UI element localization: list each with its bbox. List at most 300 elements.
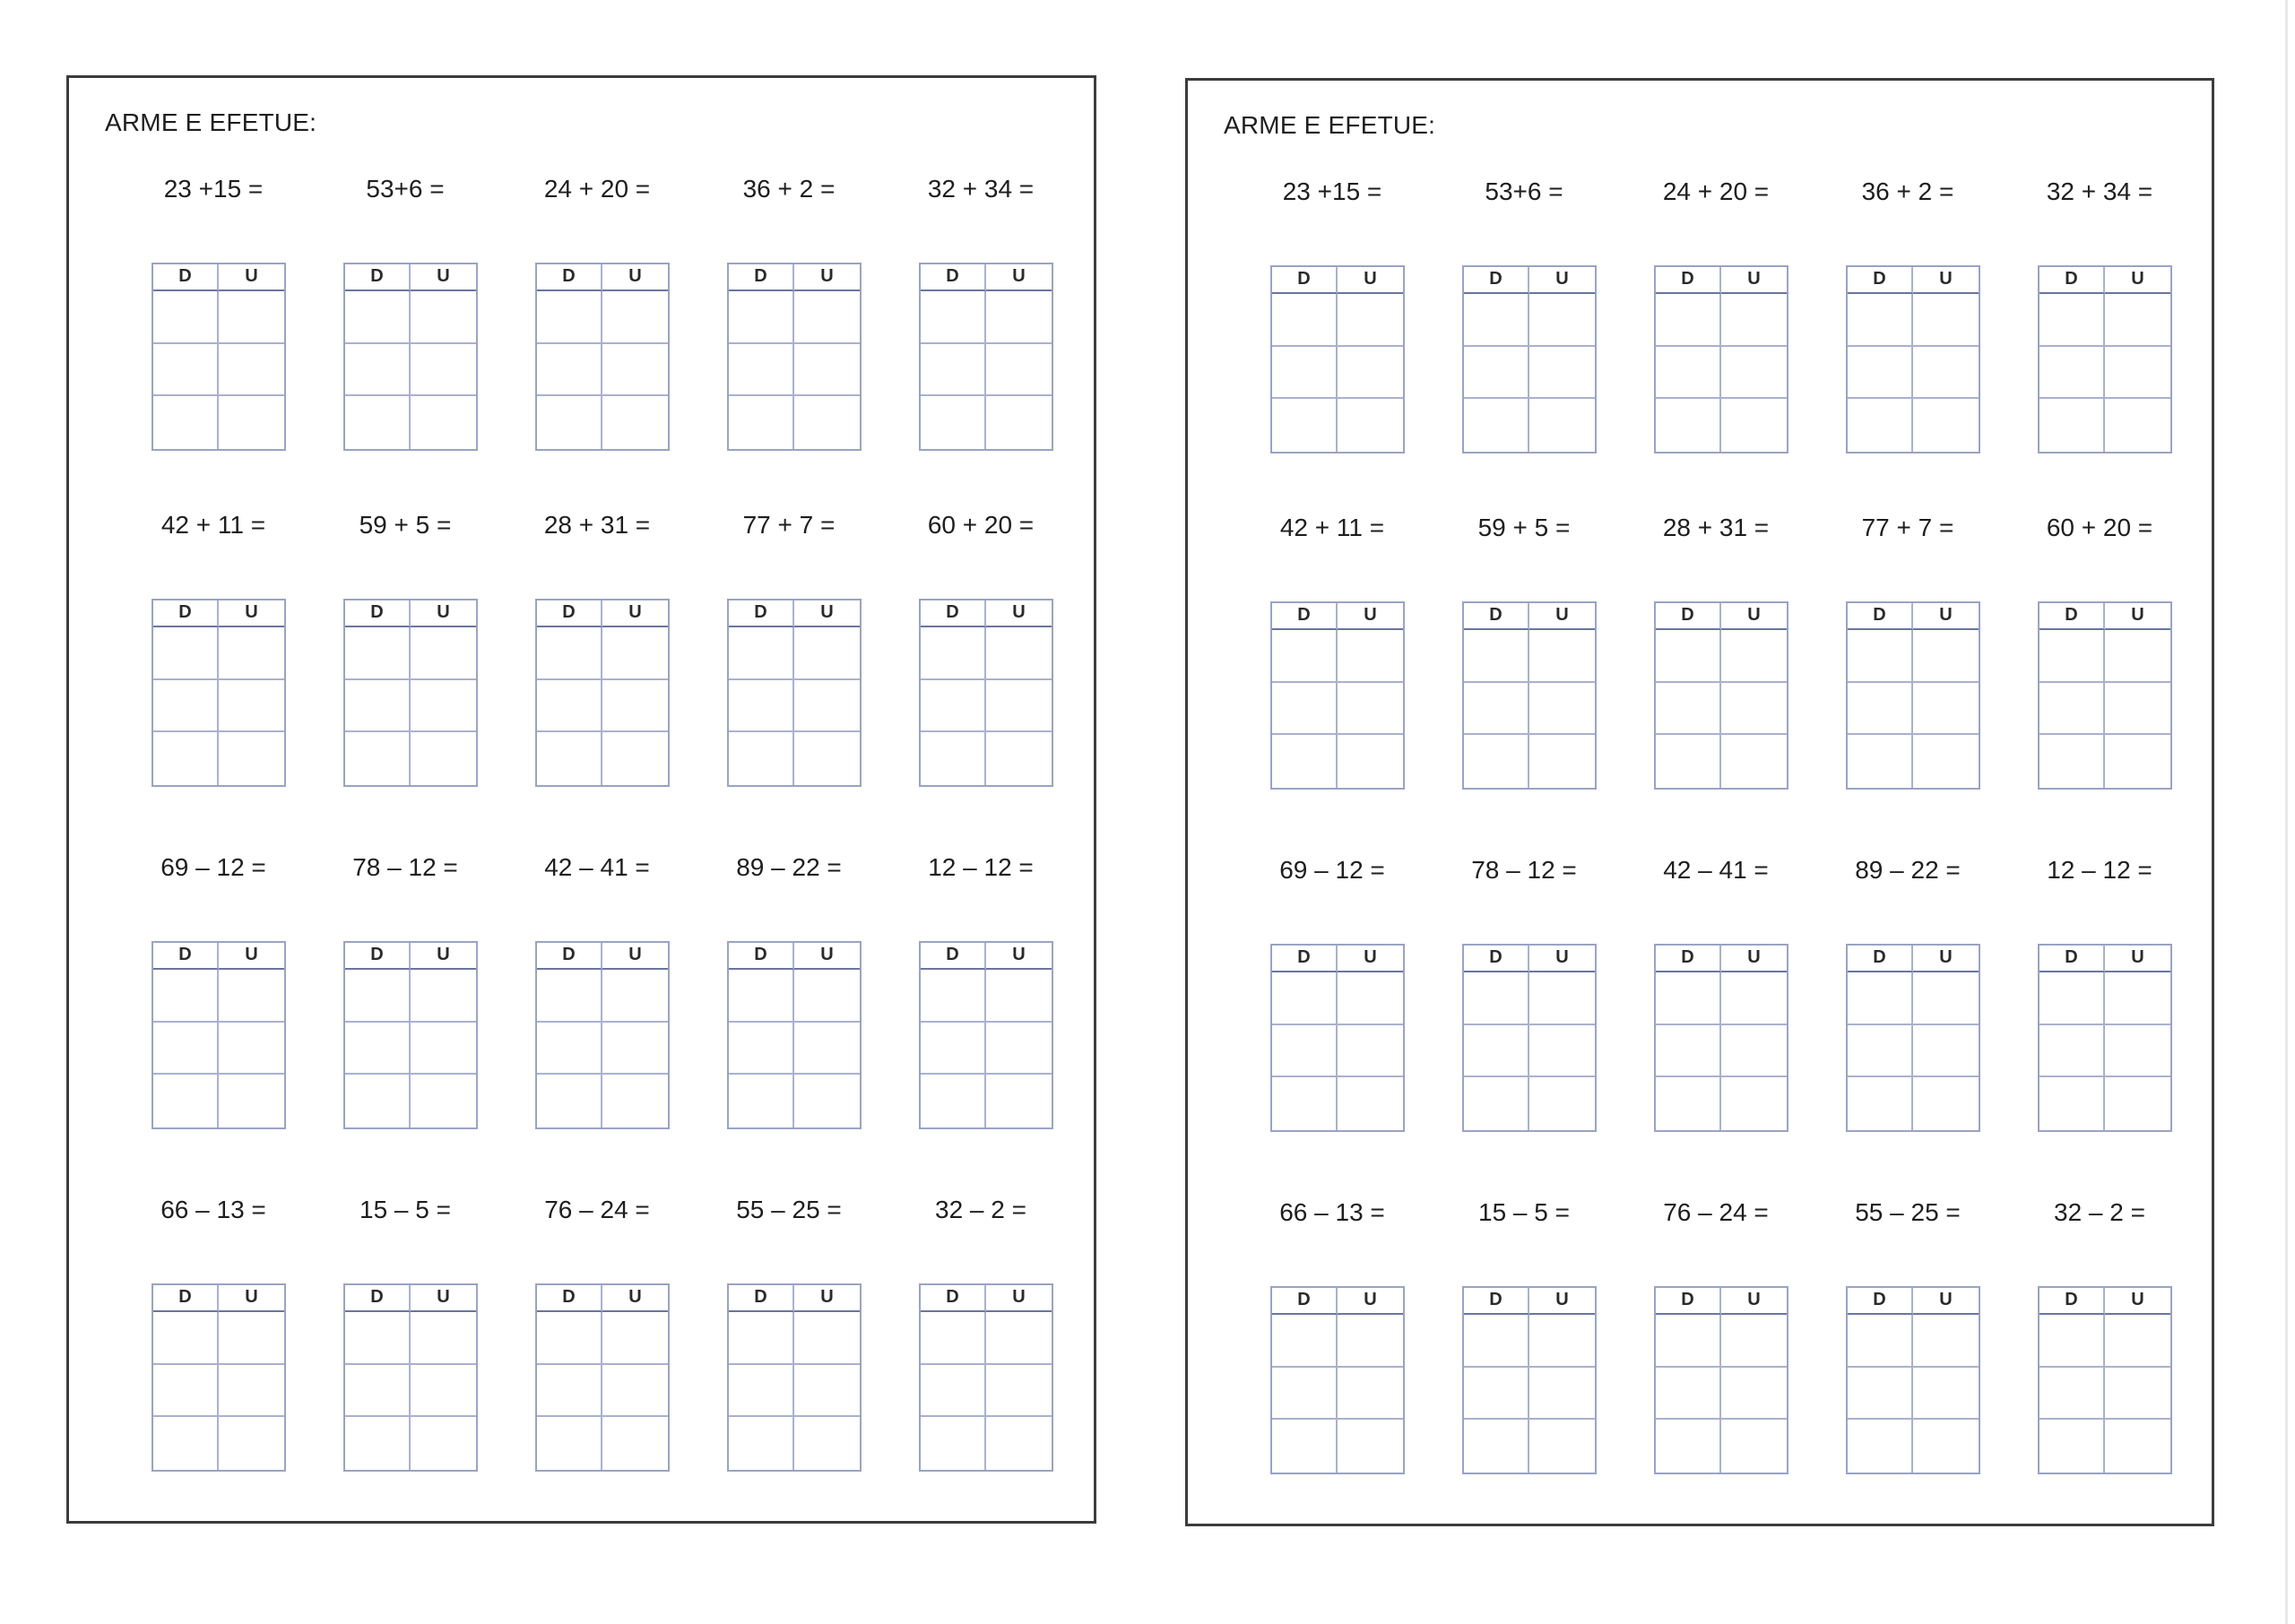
tens-header: D	[1848, 946, 1913, 972]
units-answer-cell[interactable]	[2105, 735, 2170, 788]
tens-answer-cell[interactable]	[921, 627, 986, 680]
tens-answer-cell[interactable]	[153, 680, 219, 733]
tens-answer-cell[interactable]	[1656, 1077, 1721, 1130]
units-answer-cell[interactable]	[986, 1075, 1052, 1127]
math-problem: 53+6 =	[1485, 177, 1563, 205]
units-answer-cell[interactable]	[794, 344, 860, 397]
tens-answer-cell[interactable]	[1848, 1025, 1913, 1078]
tens-answer-cell[interactable]	[1656, 972, 1721, 1025]
math-problem: 42 + 11 =	[1279, 514, 1385, 541]
tens-answer-cell[interactable]	[1848, 630, 1913, 683]
tens-answer-cell[interactable]	[1656, 735, 1721, 788]
place-value-box	[1270, 1286, 1405, 1474]
units-answer-cell[interactable]	[1529, 683, 1595, 736]
tens-answer-cell[interactable]	[921, 344, 986, 397]
exercise-item	[117, 1196, 309, 1491]
tens-answer-cell[interactable]	[153, 1075, 219, 1127]
tens-answer-cell[interactable]	[345, 396, 411, 449]
units-answer-cell[interactable]	[1338, 1077, 1403, 1130]
tens-answer-cell[interactable]	[1848, 735, 1913, 788]
units-answer-cell[interactable]	[986, 1312, 1052, 1365]
units-header: U	[2105, 603, 2170, 630]
units-answer-cell[interactable]	[794, 1417, 860, 1470]
units-answer-cell[interactable]	[986, 396, 1052, 449]
units-answer-cell[interactable]	[1529, 399, 1595, 452]
math-problem: 32 – 2 =	[2054, 1198, 2145, 1226]
units-answer-cell[interactable]	[2105, 347, 2170, 400]
tens-answer-cell[interactable]	[2040, 630, 2105, 683]
units-answer-cell[interactable]	[602, 291, 668, 344]
tens-answer-cell[interactable]	[921, 1075, 986, 1127]
tens-answer-cell[interactable]	[1464, 399, 1529, 452]
units-answer-cell[interactable]	[1338, 683, 1403, 736]
place-value-box	[727, 599, 862, 787]
tens-answer-cell[interactable]	[537, 627, 602, 680]
units-answer-cell[interactable]	[794, 1075, 860, 1127]
units-answer-cell[interactable]	[2105, 1368, 2170, 1421]
place-value-box	[1462, 265, 1597, 454]
units-answer-cell[interactable]	[794, 1023, 860, 1075]
units-answer-cell[interactable]	[986, 1365, 1052, 1418]
units-answer-cell[interactable]	[1913, 683, 1979, 736]
tens-answer-cell[interactable]	[537, 291, 602, 344]
units-answer-cell[interactable]	[1913, 735, 1979, 788]
math-problem: 28 + 31 =	[1662, 514, 1770, 541]
exercise-item	[1428, 856, 1620, 1152]
tens-answer-cell[interactable]	[1272, 1368, 1338, 1421]
units-answer-cell[interactable]	[411, 1023, 476, 1075]
tens-answer-cell[interactable]	[2040, 972, 2105, 1025]
units-answer-cell[interactable]	[1721, 683, 1787, 736]
units-answer-cell[interactable]	[411, 680, 476, 733]
units-answer-cell[interactable]	[602, 627, 668, 680]
place-value-box	[1846, 265, 1980, 454]
place-value-box	[2038, 265, 2172, 454]
units-answer-cell[interactable]	[794, 1365, 860, 1418]
place-value-box	[152, 941, 286, 1129]
units-answer-cell[interactable]	[1338, 1315, 1403, 1368]
tens-header: D	[1464, 946, 1529, 972]
tens-answer-cell[interactable]	[1464, 1420, 1529, 1473]
units-answer-cell[interactable]	[1721, 399, 1787, 452]
units-answer-cell[interactable]	[2105, 1025, 2170, 1078]
tens-answer-cell[interactable]	[1464, 1315, 1529, 1368]
units-answer-cell[interactable]	[794, 291, 860, 344]
units-answer-cell[interactable]	[1529, 1077, 1595, 1130]
tens-answer-cell[interactable]	[1464, 1368, 1529, 1421]
units-answer-cell[interactable]	[219, 1312, 284, 1365]
units-header: U	[219, 264, 284, 291]
tens-answer-cell[interactable]	[1464, 294, 1529, 347]
units-answer-cell[interactable]	[986, 344, 1052, 397]
tens-answer-cell[interactable]	[1848, 347, 1913, 400]
exercise-item	[501, 1196, 693, 1491]
units-answer-cell[interactable]	[1529, 1420, 1595, 1473]
units-answer-cell[interactable]	[1721, 735, 1787, 788]
tens-answer-cell[interactable]	[153, 1365, 219, 1418]
tens-answer-cell[interactable]	[537, 1023, 602, 1075]
place-value-box	[343, 1283, 478, 1472]
units-answer-cell[interactable]	[1913, 1077, 1979, 1130]
tens-answer-cell[interactable]	[153, 732, 219, 785]
units-answer-cell[interactable]	[1913, 294, 1979, 347]
units-answer-cell[interactable]	[219, 1417, 284, 1470]
tens-answer-cell[interactable]	[1848, 294, 1913, 347]
units-answer-cell[interactable]	[2105, 630, 2170, 683]
tens-answer-cell[interactable]	[345, 680, 411, 733]
tens-answer-cell[interactable]	[2040, 1368, 2105, 1421]
tens-answer-cell[interactable]	[921, 1023, 986, 1075]
units-header: U	[794, 943, 860, 970]
tens-answer-cell[interactable]	[729, 344, 794, 397]
tens-answer-cell[interactable]	[1656, 683, 1721, 736]
units-answer-cell[interactable]	[1913, 399, 1979, 452]
units-answer-cell[interactable]	[986, 1417, 1052, 1470]
exercise-item	[117, 511, 309, 807]
tens-answer-cell[interactable]	[153, 1312, 219, 1365]
units-answer-cell[interactable]	[602, 1023, 668, 1075]
tens-header: D	[153, 600, 219, 627]
tens-answer-cell[interactable]	[537, 970, 602, 1023]
tens-answer-cell[interactable]	[1272, 1025, 1338, 1078]
tens-answer-cell[interactable]	[2040, 683, 2105, 736]
units-answer-cell[interactable]	[602, 344, 668, 397]
exercise-item	[885, 1196, 1077, 1491]
units-answer-cell[interactable]	[2105, 1077, 2170, 1130]
units-answer-cell[interactable]	[602, 396, 668, 449]
units-answer-cell[interactable]	[2105, 1420, 2170, 1473]
tens-answer-cell[interactable]	[921, 1417, 986, 1470]
tens-answer-cell[interactable]	[1656, 399, 1721, 452]
tens-answer-cell[interactable]	[537, 344, 602, 397]
tens-answer-cell[interactable]	[1272, 630, 1338, 683]
units-answer-cell[interactable]	[1913, 972, 1979, 1025]
units-answer-cell[interactable]	[794, 396, 860, 449]
units-answer-cell[interactable]	[986, 291, 1052, 344]
units-answer-cell[interactable]	[1913, 1368, 1979, 1421]
math-problem: 15 – 5 =	[1478, 1198, 1570, 1226]
tens-answer-cell[interactable]	[1464, 735, 1529, 788]
tens-answer-cell[interactable]	[921, 291, 986, 344]
units-answer-cell[interactable]	[1338, 630, 1403, 683]
exercise-item	[501, 175, 693, 471]
units-answer-cell[interactable]	[1721, 1025, 1787, 1078]
units-answer-cell[interactable]	[1913, 1420, 1979, 1473]
tens-answer-cell[interactable]	[921, 680, 986, 733]
units-answer-cell[interactable]	[411, 627, 476, 680]
units-header: U	[1529, 1288, 1595, 1315]
tens-answer-cell[interactable]	[1272, 399, 1338, 452]
units-answer-cell[interactable]	[1338, 735, 1403, 788]
place-value-box	[1846, 1286, 1980, 1474]
tens-answer-cell[interactable]	[2040, 399, 2105, 452]
units-answer-cell[interactable]	[1338, 1025, 1403, 1078]
tens-answer-cell[interactable]	[2040, 1025, 2105, 1078]
exercise-item	[309, 511, 501, 807]
units-answer-cell[interactable]	[602, 1417, 668, 1470]
exercise-item	[1620, 177, 1812, 473]
units-answer-cell[interactable]	[1529, 294, 1595, 347]
units-answer-cell[interactable]	[411, 1365, 476, 1418]
units-answer-cell[interactable]	[411, 1075, 476, 1127]
tens-answer-cell[interactable]	[1464, 347, 1529, 400]
tens-answer-cell[interactable]	[1272, 1077, 1338, 1130]
tens-answer-cell[interactable]	[153, 291, 219, 344]
tens-answer-cell[interactable]	[1656, 347, 1721, 400]
tens-answer-cell[interactable]	[1272, 1315, 1338, 1368]
math-problem: 42 – 41 =	[544, 853, 650, 881]
units-answer-cell[interactable]	[1338, 294, 1403, 347]
units-answer-cell[interactable]	[219, 344, 284, 397]
units-answer-cell[interactable]	[1721, 1368, 1787, 1421]
tens-answer-cell[interactable]	[1464, 1025, 1529, 1078]
units-answer-cell[interactable]	[602, 970, 668, 1023]
tens-answer-cell[interactable]	[921, 1365, 986, 1418]
tens-answer-cell[interactable]	[729, 1417, 794, 1470]
units-answer-cell[interactable]	[1338, 399, 1403, 452]
exercise-item	[309, 1196, 501, 1491]
tens-answer-cell[interactable]	[1848, 1077, 1913, 1130]
tens-answer-cell[interactable]	[1848, 1315, 1913, 1368]
tens-answer-cell[interactable]	[2040, 294, 2105, 347]
tens-answer-cell[interactable]	[1656, 1368, 1721, 1421]
tens-answer-cell[interactable]	[153, 344, 219, 397]
exercise-item	[117, 175, 309, 471]
tens-answer-cell[interactable]	[921, 396, 986, 449]
tens-header: D	[1848, 267, 1913, 294]
tens-answer-cell[interactable]	[2040, 735, 2105, 788]
place-value-box	[727, 263, 862, 451]
units-answer-cell[interactable]	[219, 1075, 284, 1127]
units-answer-cell[interactable]	[794, 1312, 860, 1365]
units-answer-cell[interactable]	[219, 1023, 284, 1075]
math-problem: 15 – 5 =	[359, 1196, 451, 1223]
units-answer-cell[interactable]	[219, 970, 284, 1023]
tens-header: D	[2040, 267, 2105, 294]
units-answer-cell[interactable]	[1338, 1368, 1403, 1421]
tens-answer-cell[interactable]	[2040, 1420, 2105, 1473]
units-answer-cell[interactable]	[986, 680, 1052, 733]
tens-answer-cell[interactable]	[537, 1312, 602, 1365]
tens-answer-cell[interactable]	[1464, 1077, 1529, 1130]
units-header: U	[794, 600, 860, 627]
units-answer-cell[interactable]	[219, 396, 284, 449]
tens-answer-cell[interactable]	[2040, 1077, 2105, 1130]
tens-answer-cell[interactable]	[1272, 294, 1338, 347]
units-answer-cell[interactable]	[411, 1417, 476, 1470]
place-value-box	[1654, 265, 1788, 454]
units-answer-cell[interactable]	[411, 291, 476, 344]
place-value-box	[1462, 601, 1597, 790]
units-answer-cell[interactable]	[219, 680, 284, 733]
units-answer-cell[interactable]	[219, 291, 284, 344]
place-value-box	[535, 599, 670, 787]
units-answer-cell[interactable]	[411, 732, 476, 785]
tens-answer-cell[interactable]	[345, 1417, 411, 1470]
units-answer-cell[interactable]	[1529, 1315, 1595, 1368]
units-answer-cell[interactable]	[794, 970, 860, 1023]
tens-answer-cell[interactable]	[1464, 630, 1529, 683]
tens-answer-cell[interactable]	[1656, 1315, 1721, 1368]
tens-answer-cell[interactable]	[1272, 972, 1338, 1025]
units-answer-cell[interactable]	[1721, 294, 1787, 347]
units-answer-cell[interactable]	[1721, 1077, 1787, 1130]
tens-answer-cell[interactable]	[537, 680, 602, 733]
units-answer-cell[interactable]	[1913, 1315, 1979, 1368]
tens-answer-cell[interactable]	[537, 396, 602, 449]
tens-answer-cell[interactable]	[1272, 347, 1338, 400]
units-answer-cell[interactable]	[602, 732, 668, 785]
scan-edge	[2285, 0, 2288, 1624]
units-answer-cell[interactable]	[1529, 347, 1595, 400]
tens-answer-cell[interactable]	[153, 1417, 219, 1470]
units-answer-cell[interactable]	[1338, 347, 1403, 400]
units-header: U	[219, 943, 284, 970]
tens-answer-cell[interactable]	[1272, 683, 1338, 736]
exercise-item	[309, 853, 501, 1149]
units-answer-cell[interactable]	[1529, 972, 1595, 1025]
units-answer-cell[interactable]	[1913, 347, 1979, 400]
units-answer-cell[interactable]	[2105, 1315, 2170, 1368]
units-answer-cell[interactable]	[1721, 630, 1787, 683]
tens-answer-cell[interactable]	[345, 344, 411, 397]
units-answer-cell[interactable]	[411, 1312, 476, 1365]
units-answer-cell[interactable]	[2105, 683, 2170, 736]
units-answer-cell[interactable]	[1721, 347, 1787, 400]
units-answer-cell[interactable]	[1721, 972, 1787, 1025]
tens-header: D	[1272, 946, 1338, 972]
tens-answer-cell[interactable]	[729, 680, 794, 733]
tens-answer-cell[interactable]	[537, 1365, 602, 1418]
tens-answer-cell[interactable]	[1464, 683, 1529, 736]
tens-answer-cell[interactable]	[729, 1023, 794, 1075]
units-answer-cell[interactable]	[2105, 294, 2170, 347]
exercise-item	[1428, 514, 1620, 809]
exercise-item	[1236, 514, 1428, 809]
tens-answer-cell[interactable]	[345, 627, 411, 680]
exercise-item	[1428, 1198, 1620, 1494]
units-answer-cell[interactable]	[602, 1075, 668, 1127]
units-answer-cell[interactable]	[411, 344, 476, 397]
tens-answer-cell[interactable]	[1848, 1368, 1913, 1421]
units-header: U	[411, 943, 476, 970]
tens-answer-cell[interactable]	[2040, 347, 2105, 400]
tens-answer-cell[interactable]	[1656, 294, 1721, 347]
units-answer-cell[interactable]	[986, 970, 1052, 1023]
units-header: U	[1529, 603, 1595, 630]
tens-answer-cell[interactable]	[729, 1312, 794, 1365]
tens-answer-cell[interactable]	[1848, 1420, 1913, 1473]
tens-answer-cell[interactable]	[729, 291, 794, 344]
tens-answer-cell[interactable]	[153, 627, 219, 680]
tens-answer-cell[interactable]	[1848, 399, 1913, 452]
tens-answer-cell[interactable]	[345, 1075, 411, 1127]
place-value-box	[1654, 1286, 1788, 1474]
tens-answer-cell[interactable]	[729, 970, 794, 1023]
tens-answer-cell[interactable]	[537, 1417, 602, 1470]
tens-header: D	[729, 264, 794, 291]
units-answer-cell[interactable]	[1913, 1025, 1979, 1078]
place-value-box	[1270, 265, 1405, 454]
units-answer-cell[interactable]	[1529, 630, 1595, 683]
units-answer-cell[interactable]	[2105, 972, 2170, 1025]
units-answer-cell[interactable]	[1721, 1420, 1787, 1473]
tens-answer-cell[interactable]	[345, 291, 411, 344]
worksheet-left	[66, 75, 1096, 1524]
worksheet-title: ARME E EFETUE:	[105, 108, 317, 136]
tens-answer-cell[interactable]	[921, 732, 986, 785]
math-problem: 12 – 12 =	[928, 853, 1034, 881]
tens-answer-cell[interactable]	[729, 396, 794, 449]
tens-answer-cell[interactable]	[345, 970, 411, 1023]
tens-answer-cell[interactable]	[153, 1023, 219, 1075]
tens-answer-cell[interactable]	[345, 1365, 411, 1418]
tens-answer-cell[interactable]	[1272, 735, 1338, 788]
units-answer-cell[interactable]	[794, 732, 860, 785]
units-header: U	[219, 600, 284, 627]
units-answer-cell[interactable]	[602, 1312, 668, 1365]
units-answer-cell[interactable]	[1529, 735, 1595, 788]
units-answer-cell[interactable]	[2105, 399, 2170, 452]
units-answer-cell[interactable]	[411, 970, 476, 1023]
units-answer-cell[interactable]	[411, 396, 476, 449]
units-answer-cell[interactable]	[219, 732, 284, 785]
tens-answer-cell[interactable]	[1848, 683, 1913, 736]
units-answer-cell[interactable]	[1721, 1315, 1787, 1368]
exercise-item	[1812, 177, 2004, 473]
math-problem: 24 + 20 =	[1662, 177, 1770, 205]
tens-answer-cell[interactable]	[2040, 1315, 2105, 1368]
units-answer-cell[interactable]	[219, 1365, 284, 1418]
units-answer-cell[interactable]	[219, 627, 284, 680]
units-answer-cell[interactable]	[1529, 1368, 1595, 1421]
units-answer-cell[interactable]	[602, 680, 668, 733]
tens-answer-cell[interactable]	[1464, 972, 1529, 1025]
tens-answer-cell[interactable]	[537, 732, 602, 785]
units-answer-cell[interactable]	[602, 1365, 668, 1418]
units-header: U	[1913, 946, 1979, 972]
units-answer-cell[interactable]	[986, 1023, 1052, 1075]
units-answer-cell[interactable]	[986, 732, 1052, 785]
tens-answer-cell[interactable]	[1656, 1025, 1721, 1078]
exercise-item	[885, 175, 1077, 471]
tens-answer-cell[interactable]	[153, 396, 219, 449]
tens-answer-cell[interactable]	[153, 970, 219, 1023]
tens-answer-cell[interactable]	[729, 627, 794, 680]
units-answer-cell[interactable]	[794, 680, 860, 733]
tens-answer-cell[interactable]	[1272, 1420, 1338, 1473]
units-answer-cell[interactable]	[1529, 1025, 1595, 1078]
tens-answer-cell[interactable]	[921, 1312, 986, 1365]
tens-answer-cell[interactable]	[921, 970, 986, 1023]
tens-answer-cell[interactable]	[345, 1312, 411, 1365]
exercise-item	[1236, 177, 1428, 473]
tens-answer-cell[interactable]	[537, 1075, 602, 1127]
tens-answer-cell[interactable]	[729, 1365, 794, 1418]
tens-answer-cell[interactable]	[729, 1075, 794, 1127]
tens-answer-cell[interactable]	[729, 732, 794, 785]
units-answer-cell[interactable]	[794, 627, 860, 680]
tens-answer-cell[interactable]	[345, 1023, 411, 1075]
units-answer-cell[interactable]	[1338, 972, 1403, 1025]
units-answer-cell[interactable]	[1913, 630, 1979, 683]
units-answer-cell[interactable]	[986, 627, 1052, 680]
tens-answer-cell[interactable]	[1656, 630, 1721, 683]
tens-answer-cell[interactable]	[345, 732, 411, 785]
units-answer-cell[interactable]	[1338, 1420, 1403, 1473]
tens-answer-cell[interactable]	[1656, 1420, 1721, 1473]
tens-answer-cell[interactable]	[1848, 972, 1913, 1025]
